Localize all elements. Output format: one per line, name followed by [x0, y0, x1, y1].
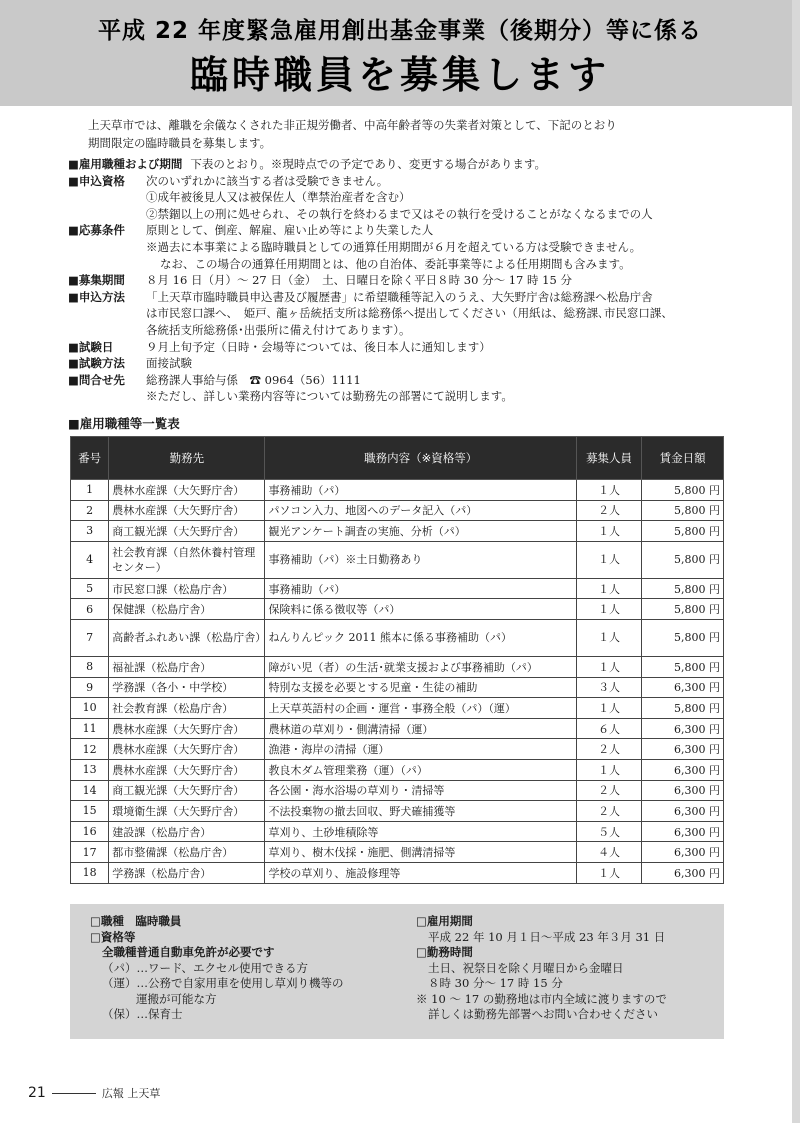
header-band — [0, 0, 800, 106]
cell-number: 15 — [71, 801, 109, 822]
note-period-label: □雇用期間 — [416, 914, 473, 928]
header-duties: 職務内容（※資格等） — [265, 437, 576, 480]
cell-duties: 障がい児（者）の生活･就業支援および事務補助（パ） — [265, 656, 576, 677]
item-qualification-sub-2: ②禁錮以上の刑に処せられ、その執行を終わるまで又はその執行を受けることがなくなるまでの人 — [146, 206, 653, 221]
item-exam-date-text: ９月上旬予定（日時・会場等については、後日本人に通知します） — [146, 339, 491, 354]
cell-positions: １人 — [576, 862, 641, 883]
cell-wage: 5,800 円 — [642, 656, 724, 677]
table-row — [71, 578, 724, 599]
note-hours-label: □勤務時間 — [416, 945, 473, 959]
cell-positions: ３人 — [576, 677, 641, 698]
note-hours-2: ８時 30 分～ 17 時 15 分 — [428, 976, 563, 990]
cell-positions: ６人 — [576, 718, 641, 739]
right-edge-bar — [792, 0, 800, 1123]
cell-wage: 5,800 円 — [642, 619, 724, 656]
item-condition-sub-1: ※過去に本事業による臨時職員としての通算任用期間が６月を超えている方は受験できません。 — [146, 239, 642, 254]
note-pa: （パ）…ワード、エクセル使用できる方 — [102, 960, 308, 975]
cell-duties: 上天草英語村の企画・運営・事務全般（パ）（運） — [265, 698, 576, 719]
cell-positions: ２人 — [576, 500, 641, 521]
cell-workplace: 保健課（松島庁舎） — [109, 599, 265, 620]
cell-wage: 5,800 円 — [642, 500, 724, 521]
item-qualification-label: ■申込資格 — [68, 173, 125, 188]
item-term-text: ８月 16 日（月）～ 27 日（金） 土、日曜日を除く平日８時 30 分～ 17 時 15 分 — [146, 273, 572, 288]
intro-line-2: 期間限定の臨時職員を募集します。 — [88, 136, 272, 150]
cell-workplace: 社会教育課（松島庁舎） — [109, 698, 265, 719]
cell-wage: 6,300 円 — [642, 801, 724, 822]
cell-number: 14 — [71, 780, 109, 801]
table-row — [71, 780, 724, 801]
item-condition — [68, 222, 768, 239]
cell-wage: 6,300 円 — [642, 718, 724, 739]
cell-duties: 観光アンケート調査の実施、分析（パ） — [265, 521, 576, 542]
cell-positions: １人 — [576, 619, 641, 656]
cell-number: 17 — [71, 842, 109, 863]
header-positions: 募集人員 — [576, 437, 641, 480]
cell-number: 11 — [71, 718, 109, 739]
cell-positions: ２人 — [576, 739, 641, 760]
cell-number: 9 — [71, 677, 109, 698]
cell-number: 16 — [71, 821, 109, 842]
cell-wage: 6,300 円 — [642, 821, 724, 842]
item-contact — [68, 372, 768, 389]
cell-duties: 不法投棄物の撤去回収、野犬確捕獲等 — [265, 801, 576, 822]
notes-left — [90, 914, 420, 1023]
table-row — [71, 862, 724, 883]
cell-workplace: 農林水産課（大矢野庁舎） — [109, 480, 265, 501]
cell-positions: １人 — [576, 541, 641, 578]
cell-duties: 事務補助（パ） — [265, 480, 576, 501]
cell-wage: 5,800 円 — [642, 480, 724, 501]
note-un-1: （運）…公務で自家用車を使用し草刈り機等の — [102, 976, 344, 990]
table-row — [71, 759, 724, 780]
cell-number: 13 — [71, 759, 109, 780]
cell-positions: １人 — [576, 480, 641, 501]
notes-box — [70, 904, 724, 1039]
item-contact-sub-1: ※ただし、詳しい業務内容等については勤務先の部署にて説明します。 — [146, 389, 513, 404]
intro-paragraph — [88, 116, 728, 152]
cell-positions: ４人 — [576, 842, 641, 863]
item-term — [68, 272, 768, 289]
item-qualification-sub-1: ①成年被後見人又は被保佐人（準禁治産者を含む） — [146, 190, 411, 205]
cell-duties: パソコン入力、地図へのデータ記入（パ） — [265, 500, 576, 521]
cell-number: 12 — [71, 739, 109, 760]
item-period-text: 下表のとおり。※現時点での予定であり、変更する場合があります。 — [190, 157, 546, 171]
note-period-text: 平成 22 年 10 月１日～平成 23 年３月 31 日 — [428, 929, 666, 944]
note-qual-label: □資格等 — [90, 929, 136, 944]
cell-duties: 事務補助（パ） — [265, 578, 576, 599]
cell-number: 4 — [71, 541, 109, 578]
recruitment-items — [68, 156, 768, 405]
cell-duties: 学校の草刈り、施設修理等 — [265, 862, 576, 883]
item-method-sub-2: 各統括支所総務係･出張所に備え付けてあります）。 — [146, 322, 411, 337]
table-row — [71, 599, 724, 620]
note-job-label: □職種 臨時職員 — [90, 914, 182, 928]
cell-wage: 6,300 円 — [642, 780, 724, 801]
cell-number: 6 — [71, 599, 109, 620]
table-row — [71, 698, 724, 719]
cell-workplace: 環境衛生課（大矢野庁舎） — [109, 801, 265, 822]
cell-workplace: 高齢者ふれあい課（松島庁舎） — [109, 619, 265, 656]
cell-positions: １人 — [576, 698, 641, 719]
table-row — [71, 500, 724, 521]
footer — [28, 1085, 160, 1101]
item-condition-text: 原則として、倒産、解雇、雇い止め等により失業した人 — [146, 223, 434, 238]
cell-wage: 6,300 円 — [642, 842, 724, 863]
cell-wage: 5,800 円 — [642, 578, 724, 599]
cell-positions: ２人 — [576, 780, 641, 801]
cell-number: 18 — [71, 862, 109, 883]
footer-rule — [52, 1093, 96, 1094]
cell-number: 3 — [71, 521, 109, 542]
cell-number: 8 — [71, 656, 109, 677]
cell-positions: １人 — [576, 578, 641, 599]
title-line-2: 臨時職員を募集します — [189, 53, 610, 97]
magazine-name: 広報 上天草 — [101, 1087, 161, 1100]
cell-duties: 事務補助（パ）※土日勤務あり — [265, 541, 576, 578]
cell-workplace: 農林水産課（大矢野庁舎） — [109, 759, 265, 780]
cell-positions: １人 — [576, 656, 641, 677]
cell-workplace: 建設課（松島庁舎） — [109, 821, 265, 842]
table-row — [71, 718, 724, 739]
cell-duties: 各公園・海水浴場の草刈り・清掃等 — [265, 780, 576, 801]
item-method-sub-1: は市民窓口課へ、 姫戸､ 龍ヶ岳統括支所は総務係へ提出してください（用紙は、総務課､市民窓口課、 — [146, 306, 673, 321]
item-condition-sub-2: なお、この場合の通算任用期間とは、他の自治体、委託事業等による任用期間も含みます。 — [160, 256, 631, 271]
item-qualification — [68, 173, 768, 190]
intro-line-1: 上天草市では、離職を余儀なくされた非正規労働者、中高年齢者等の失業者対策として、下記のとおり — [88, 118, 617, 132]
note-qual-main: 全職種普通自動車免許が必要です — [102, 945, 275, 959]
item-period-label: ■雇用職種および期間 — [68, 157, 183, 171]
table-row — [71, 677, 724, 698]
item-exam-date-label: ■試験日 — [68, 339, 114, 354]
cell-workplace: 農林水産課（大矢野庁舎） — [109, 718, 265, 739]
title-line-1: 平成 22 年度緊急雇用創出基金事業（後期分）等に係る — [97, 18, 703, 44]
cell-duties: 草刈り、土砂堆積除等 — [265, 821, 576, 842]
cell-workplace: 学務課（各小・中学校） — [109, 677, 265, 698]
cell-wage: 6,300 円 — [642, 739, 724, 760]
item-exam-method-text: 面接試験 — [146, 356, 192, 371]
note-remark-2: 詳しくは勤務先部署へお問い合わせください — [428, 1007, 658, 1021]
item-term-label: ■募集期間 — [68, 273, 125, 288]
table-body — [71, 480, 724, 884]
cell-duties: 草刈り、樹木伐採・施肥、側溝清掃等 — [265, 842, 576, 863]
table-row — [71, 656, 724, 677]
notes-right — [416, 914, 716, 1023]
header-workplace: 勤務先 — [109, 437, 265, 480]
cell-duties: 農林道の草刈り・側溝清掃（運） — [265, 718, 576, 739]
cell-workplace: 都市整備課（松島庁舎） — [109, 842, 265, 863]
note-un-2: 運搬が可能な方 — [136, 991, 217, 1006]
cell-wage: 6,300 円 — [642, 759, 724, 780]
item-qualification-text: 次のいずれかに該当する者は受験できません。 — [146, 173, 389, 188]
cell-workplace: 社会教育課（自然休養村管理センター） — [109, 541, 265, 578]
cell-number: 7 — [71, 619, 109, 656]
cell-wage: 6,300 円 — [642, 677, 724, 698]
item-method-text: 「上天草市臨時職員申込書及び履歴書」に希望職種等記入のうえ、大矢野庁舎は総務課へ松島庁舎 — [146, 289, 653, 304]
item-contact-text: 総務課人事給与係 ☎ 0964（56）1111 — [146, 372, 361, 387]
header-wage: 賃金日額 — [642, 437, 724, 480]
cell-number: 2 — [71, 500, 109, 521]
cell-workplace: 市民窓口課（松島庁舎） — [109, 578, 265, 599]
cell-number: 1 — [71, 480, 109, 501]
cell-wage: 5,800 円 — [642, 599, 724, 620]
job-table — [70, 436, 724, 884]
cell-duties: 教良木ダム管理業務（運）（パ） — [265, 759, 576, 780]
table-row — [71, 521, 724, 542]
note-ho: （保）…保育士 — [102, 1007, 183, 1021]
cell-wage: 5,800 円 — [642, 698, 724, 719]
cell-positions: ２人 — [576, 801, 641, 822]
table-row — [71, 541, 724, 578]
item-period — [68, 156, 768, 173]
cell-duties: ねんりんピック 2011 熊本に係る事務補助（パ） — [265, 619, 576, 656]
cell-workplace: 農林水産課（大矢野庁舎） — [109, 739, 265, 760]
cell-positions: ５人 — [576, 821, 641, 842]
table-row — [71, 821, 724, 842]
table-title: ■雇用職種等一覧表 — [68, 416, 180, 431]
table-header-row — [71, 437, 724, 480]
table-row — [71, 801, 724, 822]
cell-duties: 保険料に係る徴収等（パ） — [265, 599, 576, 620]
cell-positions: １人 — [576, 759, 641, 780]
cell-positions: １人 — [576, 521, 641, 542]
item-condition-label: ■応募条件 — [68, 223, 125, 238]
cell-positions: １人 — [576, 599, 641, 620]
cell-workplace: 商工観光課（大矢野庁舎） — [109, 521, 265, 542]
table-row — [71, 480, 724, 501]
table-row — [71, 619, 724, 656]
cell-number: 10 — [71, 698, 109, 719]
cell-duties: 漁港・海岸の清掃（運） — [265, 739, 576, 760]
cell-workplace: 福祉課（松島庁舎） — [109, 656, 265, 677]
cell-workplace: 学務課（松島庁舎） — [109, 862, 265, 883]
item-method-label: ■申込方法 — [68, 289, 125, 304]
item-exam-date — [68, 339, 768, 356]
cell-wage: 5,800 円 — [642, 541, 724, 578]
table-row — [71, 739, 724, 760]
header-number: 番号 — [71, 437, 109, 480]
note-hours-1: 土日、祝祭日を除く月曜日から金曜日 — [428, 960, 624, 975]
cell-workplace: 農林水産課（大矢野庁舎） — [109, 500, 265, 521]
item-contact-label: ■問合せ先 — [68, 372, 125, 387]
table-row — [71, 842, 724, 863]
cell-number: 5 — [71, 578, 109, 599]
note-remark-1: ※ 10 ～ 17 の勤務地は市内全域に渡りますので — [416, 991, 667, 1006]
cell-wage: 5,800 円 — [642, 521, 724, 542]
page-number: 21 — [28, 1085, 46, 1101]
item-exam-method-label: ■試験方法 — [68, 356, 125, 371]
item-exam-method — [68, 355, 768, 372]
cell-workplace: 商工観光課（大矢野庁舎） — [109, 780, 265, 801]
item-method — [68, 289, 768, 306]
cell-wage: 6,300 円 — [642, 862, 724, 883]
cell-duties: 特別な支援を必要とする児童・生徒の補助 — [265, 677, 576, 698]
